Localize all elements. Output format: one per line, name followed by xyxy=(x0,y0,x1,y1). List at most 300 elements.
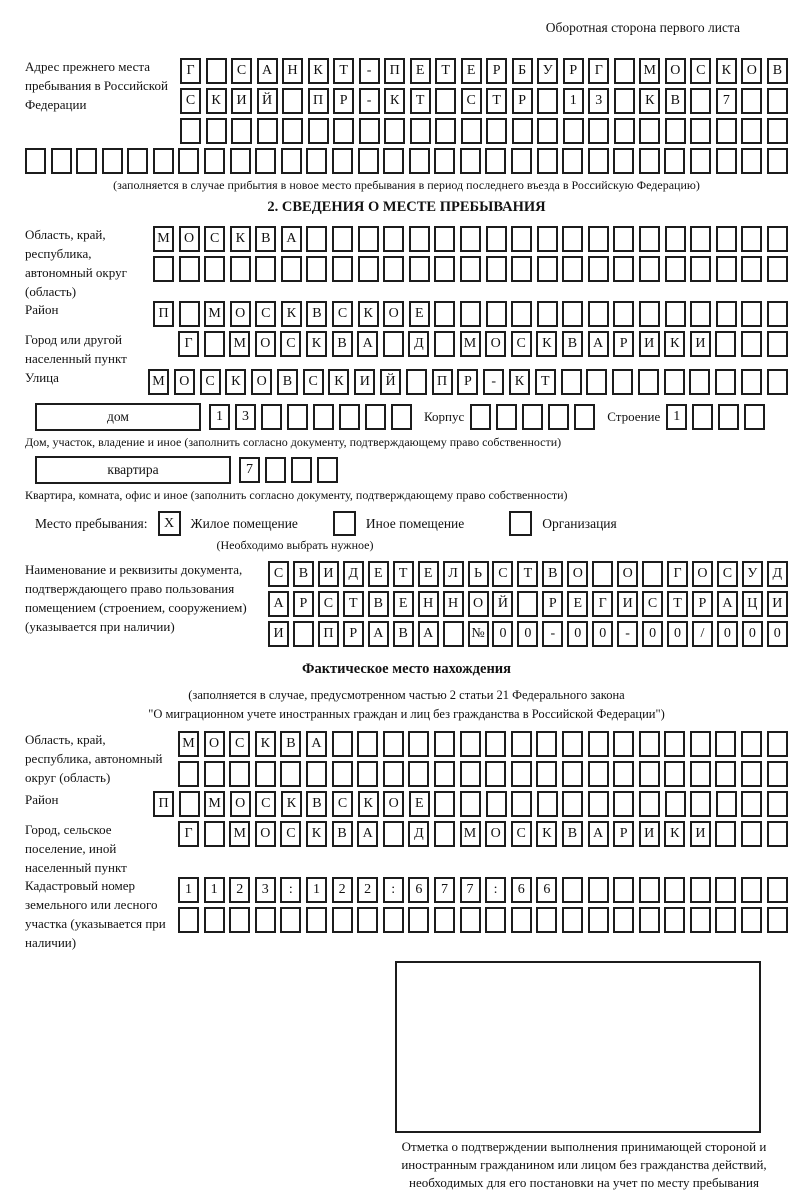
dom-note: Дом, участок, владение и иное (заполнить согласно документу, подтверждающему право собственности) xyxy=(25,435,562,450)
char-cell xyxy=(434,331,455,357)
factual-note-line-2: "О миграционном учете иностранных граждан и лиц без гражданства в Российской Федерации") xyxy=(148,707,665,722)
char-cell xyxy=(690,877,711,903)
char-cell: И xyxy=(690,821,711,847)
char-cell xyxy=(511,791,532,817)
oblast-label: Область, край, республика, автономный округ (область) xyxy=(25,227,127,299)
char-cell: 2 xyxy=(357,877,378,903)
char-cell: В xyxy=(306,791,327,817)
char-cell: 0 xyxy=(517,621,538,647)
char-cell: И xyxy=(318,561,339,587)
char-cell xyxy=(665,256,686,282)
char-cell xyxy=(715,761,736,787)
char-cell: Е xyxy=(393,591,414,617)
char-cell: Н xyxy=(443,591,464,617)
char-cell: С xyxy=(280,331,301,357)
char-cell xyxy=(229,761,250,787)
char-cell xyxy=(358,226,379,252)
char-cell xyxy=(537,301,558,327)
char-cell xyxy=(586,369,607,395)
char-cell xyxy=(280,761,301,787)
char-cell: С xyxy=(231,58,252,84)
char-cell xyxy=(485,148,506,174)
char-cell: 3 xyxy=(255,877,276,903)
char-cell: И xyxy=(690,331,711,357)
char-cell: В xyxy=(255,226,276,252)
char-cell: 7 xyxy=(460,877,481,903)
mesto-label: Место пребывания: xyxy=(35,515,148,531)
char-cell: К xyxy=(328,369,349,395)
char-cell xyxy=(562,907,583,933)
char-grid-row-full xyxy=(25,148,788,174)
char-cell: Е xyxy=(418,561,439,587)
char-cell xyxy=(434,301,455,327)
char-cell xyxy=(511,256,532,282)
char-cell xyxy=(767,226,788,252)
char-cell: К xyxy=(536,821,557,847)
char-cell: О xyxy=(383,301,404,327)
char-cell xyxy=(537,226,558,252)
char-cell: - xyxy=(483,369,504,395)
option-label-inoe: Иное помещение xyxy=(365,515,465,531)
char-cell: - xyxy=(542,621,563,647)
char-cell xyxy=(715,907,736,933)
char-grid-row xyxy=(268,591,788,617)
char-cell xyxy=(716,148,737,174)
char-cell: М xyxy=(460,331,481,357)
char-cell xyxy=(664,877,685,903)
raion-label: Район xyxy=(25,302,59,318)
char-cell xyxy=(613,256,634,282)
char-cell xyxy=(522,404,543,430)
char-cell xyxy=(383,148,404,174)
char-cell xyxy=(741,226,762,252)
char-cell xyxy=(204,256,225,282)
char-cell: С xyxy=(255,791,276,817)
prev-address-note: (заполняется в случае прибытия в новое место пребывания в период последнего въезда в Российскую Федерацию) xyxy=(113,178,700,192)
char-cell: К xyxy=(281,791,302,817)
char-cell: А xyxy=(268,591,289,617)
char-cell: К xyxy=(716,58,737,84)
char-cell: В xyxy=(332,821,353,847)
char-cell: О xyxy=(692,561,713,587)
char-cell xyxy=(716,118,737,144)
factual-oblast-label: Область, край, республика, автономный округ (область) xyxy=(25,731,163,785)
char-cell: В xyxy=(767,58,788,84)
char-grid-row xyxy=(153,791,788,817)
char-cell xyxy=(383,256,404,282)
char-cell: В xyxy=(293,561,314,587)
char-cell xyxy=(690,148,711,174)
page-side-note: Оборотная сторона первого листа xyxy=(545,20,740,35)
char-cell: У xyxy=(537,58,558,84)
char-cell: А xyxy=(257,58,278,84)
char-cell: И xyxy=(617,591,638,617)
char-cell xyxy=(204,907,225,933)
char-cell xyxy=(287,404,308,430)
char-cell xyxy=(460,731,481,757)
char-cell xyxy=(715,731,736,757)
char-cell: С xyxy=(332,301,353,327)
char-cell: Г xyxy=(588,58,609,84)
char-cell: К xyxy=(664,821,685,847)
char-cell: С xyxy=(461,88,482,114)
char-cell xyxy=(536,731,557,757)
char-cell xyxy=(153,256,174,282)
char-cell xyxy=(265,457,286,483)
char-cell xyxy=(588,148,609,174)
char-cell: Р xyxy=(333,88,354,114)
char-cell: 3 xyxy=(588,88,609,114)
char-cell xyxy=(588,761,609,787)
char-cell: А xyxy=(357,821,378,847)
char-cell: 0 xyxy=(767,621,788,647)
char-cell xyxy=(562,791,583,817)
raion-row xyxy=(25,301,788,331)
char-cell xyxy=(741,761,762,787)
char-cell xyxy=(231,118,252,144)
char-cell: С xyxy=(180,88,201,114)
char-cell: С xyxy=(255,301,276,327)
char-cell: О xyxy=(230,301,251,327)
char-cell xyxy=(639,731,660,757)
stroenie-cells xyxy=(666,404,765,430)
char-cell xyxy=(229,907,250,933)
char-cell: Е xyxy=(410,58,431,84)
stamp-area xyxy=(383,961,785,1192)
char-cell: Е xyxy=(409,301,430,327)
factual-raion-label: Район xyxy=(25,791,59,807)
char-cell: Т xyxy=(435,58,456,84)
char-cell xyxy=(460,226,481,252)
char-cell xyxy=(741,331,762,357)
char-cell: О xyxy=(383,791,404,817)
char-cell: В xyxy=(332,331,353,357)
char-cell: А xyxy=(368,621,389,647)
char-cell: П xyxy=(153,301,174,327)
factual-oblast-row xyxy=(25,731,788,791)
char-cell: 1 xyxy=(209,404,230,430)
char-cell: Г xyxy=(592,591,613,617)
char-cell xyxy=(306,256,327,282)
char-cell xyxy=(741,791,762,817)
char-cell xyxy=(517,591,538,617)
char-cell: Н xyxy=(282,58,303,84)
char-cell: В xyxy=(277,369,298,395)
char-cell: : xyxy=(485,877,506,903)
char-cell xyxy=(486,256,507,282)
gorod-row xyxy=(25,331,788,369)
char-cell xyxy=(255,256,276,282)
char-cell: А xyxy=(717,591,738,617)
char-cell xyxy=(690,761,711,787)
char-cell: Т xyxy=(410,88,431,114)
char-cell xyxy=(470,404,491,430)
char-grid-row xyxy=(153,301,788,327)
char-cell xyxy=(512,118,533,144)
char-cell: О xyxy=(179,226,200,252)
char-cell xyxy=(715,331,736,357)
char-cell xyxy=(537,256,558,282)
char-cell xyxy=(537,791,558,817)
char-cell xyxy=(332,761,353,787)
char-cell: К xyxy=(358,791,379,817)
char-cell xyxy=(332,226,353,252)
char-cell: - xyxy=(359,88,380,114)
char-cell: О xyxy=(255,331,276,357)
char-cell xyxy=(409,226,430,252)
char-cell xyxy=(485,731,506,757)
char-cell: М xyxy=(639,58,660,84)
char-cell xyxy=(434,226,455,252)
char-cell xyxy=(562,148,583,174)
char-cell xyxy=(153,148,174,174)
char-cell xyxy=(588,877,609,903)
char-cell xyxy=(613,877,634,903)
char-cell xyxy=(332,148,353,174)
char-cell: А xyxy=(306,731,327,757)
kadastr-row xyxy=(25,877,788,952)
char-cell xyxy=(741,148,762,174)
char-cell xyxy=(282,88,303,114)
char-cell: Л xyxy=(443,561,464,587)
char-cell: 1 xyxy=(306,877,327,903)
char-cell: Р xyxy=(692,591,713,617)
char-cell xyxy=(614,118,635,144)
char-cell xyxy=(665,118,686,144)
char-cell xyxy=(313,404,334,430)
char-grid-row xyxy=(180,58,788,84)
char-cell xyxy=(461,118,482,144)
char-cell: К xyxy=(230,226,251,252)
char-cell: И xyxy=(639,331,660,357)
char-cell xyxy=(613,907,634,933)
char-grid-row xyxy=(178,877,788,903)
char-cell: М xyxy=(153,226,174,252)
char-cell: Р xyxy=(613,331,634,357)
char-cell xyxy=(317,457,338,483)
char-cell: 7 xyxy=(239,457,260,483)
mesto-note: (Необходимо выбрать нужное) xyxy=(216,538,374,553)
kadastr-label: Кадастровый номер земельного или лесного участка (указывается при наличии) xyxy=(25,878,166,950)
char-cell xyxy=(230,256,251,282)
char-cell xyxy=(638,369,659,395)
char-cell: 3 xyxy=(235,404,256,430)
char-cell: Й xyxy=(380,369,401,395)
char-cell: О xyxy=(567,561,588,587)
char-cell xyxy=(574,404,595,430)
char-cell xyxy=(257,118,278,144)
char-cell xyxy=(127,148,148,174)
char-cell xyxy=(588,301,609,327)
char-cell xyxy=(562,731,583,757)
char-cell xyxy=(716,791,737,817)
char-cell xyxy=(339,404,360,430)
char-cell: Г xyxy=(178,331,199,357)
char-cell: А xyxy=(281,226,302,252)
mesto-row xyxy=(35,511,788,536)
char-cell xyxy=(741,731,762,757)
char-cell xyxy=(537,118,558,144)
char-cell xyxy=(741,256,762,282)
char-cell xyxy=(357,907,378,933)
char-cell xyxy=(383,907,404,933)
char-cell xyxy=(460,791,481,817)
char-cell xyxy=(767,821,788,847)
char-cell: С xyxy=(200,369,221,395)
char-cell xyxy=(25,148,46,174)
char-cell xyxy=(280,907,301,933)
char-cell: Й xyxy=(492,591,513,617)
stamp-caption: Отметка о подтверждении выполнения принимающей стороной и иностранным гражданином или лицом без гражданства действий, необходимых для его постановки на учет по месту пребывания xyxy=(401,1138,767,1191)
char-cell xyxy=(204,821,225,847)
char-cell xyxy=(179,256,200,282)
char-cell xyxy=(511,731,532,757)
char-cell xyxy=(639,256,660,282)
char-cell xyxy=(178,761,199,787)
char-cell xyxy=(384,118,405,144)
char-cell: К xyxy=(255,731,276,757)
char-cell xyxy=(408,761,429,787)
char-cell xyxy=(180,118,201,144)
char-cell: П xyxy=(153,791,174,817)
char-cell: Б xyxy=(512,58,533,84)
char-cell: Р xyxy=(486,58,507,84)
char-cell xyxy=(511,301,532,327)
char-cell: В xyxy=(280,731,301,757)
char-cell: С xyxy=(280,821,301,847)
char-cell: О xyxy=(251,369,272,395)
char-cell: С xyxy=(690,58,711,84)
char-cell: В xyxy=(665,88,686,114)
char-grid-row xyxy=(178,731,788,757)
char-grid-row xyxy=(178,907,788,933)
char-grid-row xyxy=(178,331,788,357)
char-cell xyxy=(306,226,327,252)
char-cell: К xyxy=(384,88,405,114)
char-cell: С xyxy=(642,591,663,617)
char-cell xyxy=(690,907,711,933)
char-cell: 0 xyxy=(742,621,763,647)
char-grid-row xyxy=(148,369,788,395)
char-cell xyxy=(460,907,481,933)
char-cell: Т xyxy=(667,591,688,617)
stroenie-label: Строение xyxy=(607,409,661,425)
char-cell xyxy=(613,226,634,252)
char-cell: Т xyxy=(343,591,364,617)
char-cell xyxy=(486,226,507,252)
char-cell: О xyxy=(617,561,638,587)
char-cell xyxy=(255,907,276,933)
char-cell xyxy=(664,369,685,395)
char-cell xyxy=(511,907,532,933)
char-cell: Р xyxy=(457,369,478,395)
char-cell xyxy=(613,301,634,327)
char-cell: О xyxy=(468,591,489,617)
char-cell xyxy=(613,791,634,817)
char-cell xyxy=(511,761,532,787)
ulitsa-label: Улица xyxy=(25,370,59,386)
dom-cells xyxy=(209,404,412,430)
char-cell: К xyxy=(639,88,660,114)
char-cell xyxy=(718,404,739,430)
char-cell: : xyxy=(383,877,404,903)
char-cell xyxy=(690,791,711,817)
char-cell xyxy=(435,88,456,114)
char-cell xyxy=(383,331,404,357)
char-cell: В xyxy=(562,821,583,847)
char-cell xyxy=(741,877,762,903)
char-cell: М xyxy=(460,821,481,847)
char-cell xyxy=(562,877,583,903)
char-cell: - xyxy=(617,621,638,647)
char-cell xyxy=(767,791,788,817)
char-cell: К xyxy=(206,88,227,114)
char-cell xyxy=(408,731,429,757)
char-cell: Й xyxy=(257,88,278,114)
char-cell: Н xyxy=(418,591,439,617)
char-cell: Т xyxy=(393,561,414,587)
char-cell xyxy=(537,88,558,114)
char-cell xyxy=(406,369,427,395)
char-cell: 2 xyxy=(332,877,353,903)
document-label: Наименование и реквизиты документа, подтверждающего право пользования помещением (строением, сооружением) (указывается при наличии) xyxy=(25,562,247,634)
char-cell xyxy=(548,404,569,430)
char-cell: Т xyxy=(535,369,556,395)
char-cell: 7 xyxy=(434,877,455,903)
char-cell: И xyxy=(268,621,289,647)
char-cell: О xyxy=(255,821,276,847)
char-cell: Ц xyxy=(742,591,763,617)
kvartira-row xyxy=(35,456,788,484)
char-cell xyxy=(716,226,737,252)
char-cell xyxy=(614,58,635,84)
char-cell xyxy=(767,256,788,282)
char-cell: А xyxy=(418,621,439,647)
kvartira-box: квартира xyxy=(35,456,231,484)
char-cell: Е xyxy=(567,591,588,617)
checkbox-inoe xyxy=(333,511,356,536)
char-cell: К xyxy=(306,331,327,357)
factual-raion-row xyxy=(25,791,788,821)
char-cell xyxy=(511,226,532,252)
kvartira-note: Квартира, комната, офис и иное (заполнить согласно документу, подтверждающему право собственности) xyxy=(25,488,568,503)
char-cell xyxy=(715,369,736,395)
char-cell xyxy=(434,256,455,282)
char-cell: И xyxy=(767,591,788,617)
char-cell: 6 xyxy=(408,877,429,903)
char-cell xyxy=(767,369,788,395)
char-cell xyxy=(715,821,736,847)
char-cell: К xyxy=(536,331,557,357)
char-grid-row xyxy=(180,118,788,144)
char-cell: О xyxy=(665,58,686,84)
char-cell xyxy=(333,118,354,144)
char-cell: / xyxy=(692,621,713,647)
prev-address-block xyxy=(25,58,788,193)
char-cell xyxy=(767,877,788,903)
char-cell xyxy=(359,118,380,144)
char-cell: Ь xyxy=(468,561,489,587)
char-cell: № xyxy=(468,621,489,647)
char-grid-row xyxy=(153,256,788,282)
char-cell xyxy=(588,907,609,933)
char-cell xyxy=(689,369,710,395)
char-cell xyxy=(357,731,378,757)
korpus-label: Корпус xyxy=(424,409,465,425)
char-cell xyxy=(306,148,327,174)
char-cell xyxy=(486,118,507,144)
char-cell: Р xyxy=(343,621,364,647)
